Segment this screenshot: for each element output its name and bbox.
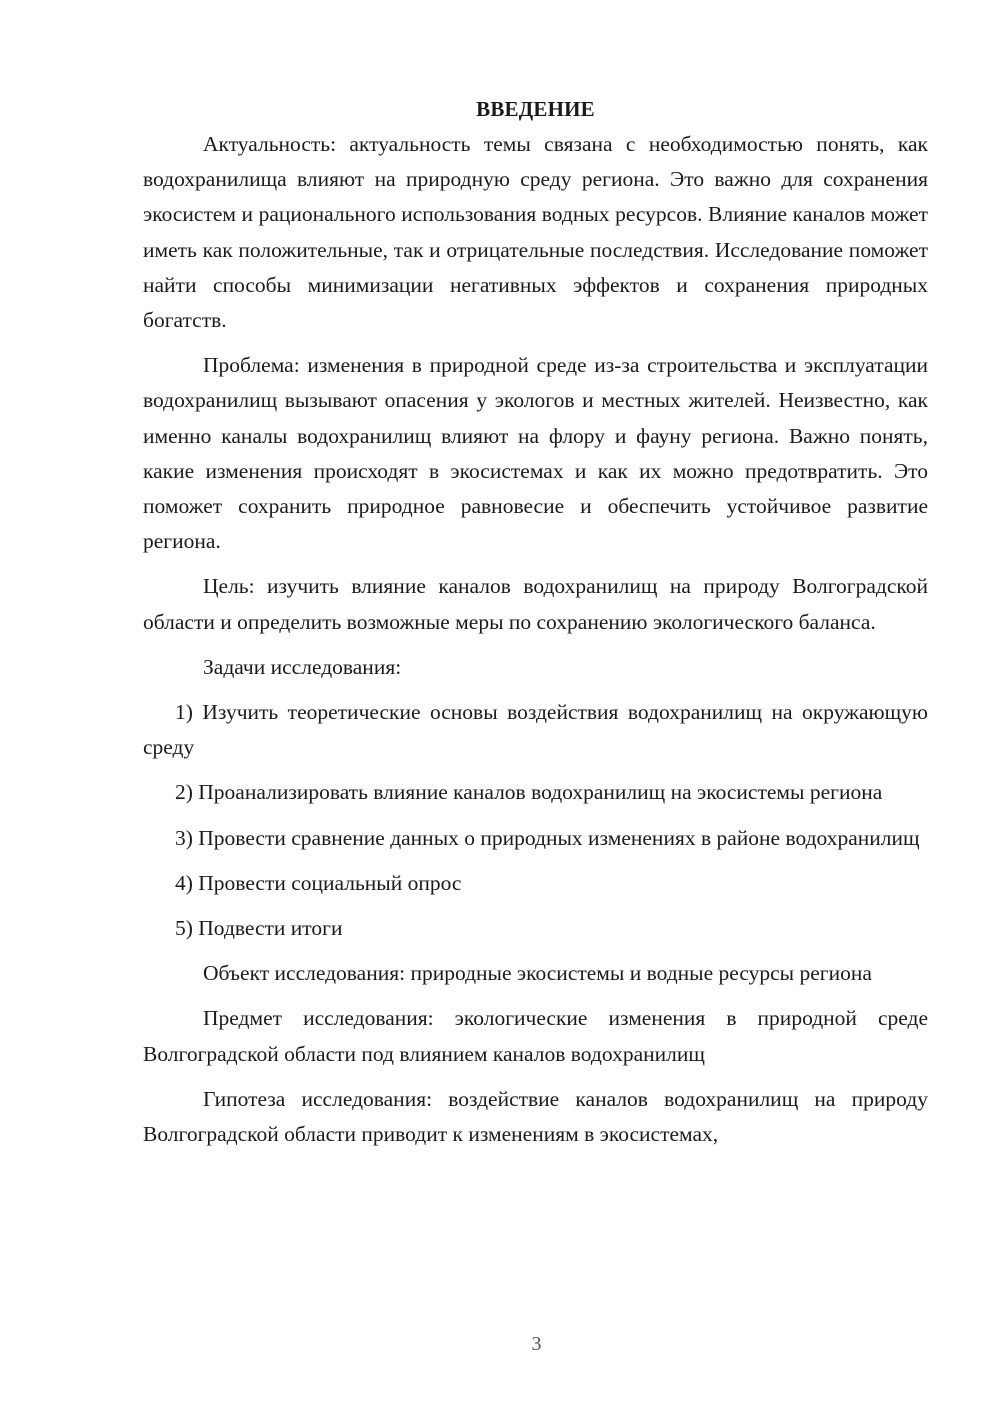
paragraph-tasks-heading: Задачи исследования: bbox=[203, 654, 402, 679]
task-item-1: 1) Изучить теоретические основы воздействия водохранилищ на окружающую среду bbox=[143, 700, 928, 760]
paragraph-problem: Проблема: изменения в природной среде из-за строительства и эксплуатации водохранилищ вызывают опасения у экологов и местных жителей. Неизвестно, как именно каналы водохранилищ влияют на флору и фауну региона. Важно понять, какие изменения происходят в экосистемах и как их можно предотвратить. Это поможет сохранить природное равновесие и обеспечить устойчивое развитие региона. bbox=[143, 353, 928, 554]
paragraph-hypothesis: Гипотеза исследования: воздействие каналов водохранилищ на природу Волгоградской области приводит к изменениям в экосистемах, bbox=[143, 1086, 928, 1147]
task-item-4: 4) Провести социальный опрос bbox=[175, 870, 462, 895]
task-item-5: 5) Подвести итоги bbox=[175, 916, 343, 941]
paragraph-relevance: Актуальность: актуальность темы связана с необходимостью понять, как водохранилища влияют на природную среду региона. Это важно для сохранения экосистем и рационального использования водных ресурсов. Влияние каналов может иметь как положительные, так и отрицательные последствия. Исследование поможет найти способы минимизации негативных эффектов и сохранения природных богатств. bbox=[143, 132, 928, 333]
task-item-3: 3) Провести сравнение данных о природных изменениях в районе водохранилищ bbox=[175, 825, 920, 850]
page-number: 3 bbox=[531, 1333, 542, 1355]
paragraph-subject: Предмет исследования: экологические изменения в природной среде Волгоградской области под влиянием каналов водохранилищ bbox=[143, 1006, 928, 1066]
section-title: ВВЕДЕНИЕ bbox=[476, 97, 595, 121]
paragraph-object: Объект исследования: природные экосистемы и водные ресурсы региона bbox=[203, 961, 872, 986]
task-item-2: 2) Проанализировать влияние каналов водохранилищ на экосистемы региона bbox=[175, 780, 883, 805]
paragraph-goal: Цель: изучить влияние каналов водохранилищ на природу Волгоградской области и определить возможные меры по сохранению экологического баланса. bbox=[143, 574, 928, 634]
document-page bbox=[143, 92, 928, 1152]
